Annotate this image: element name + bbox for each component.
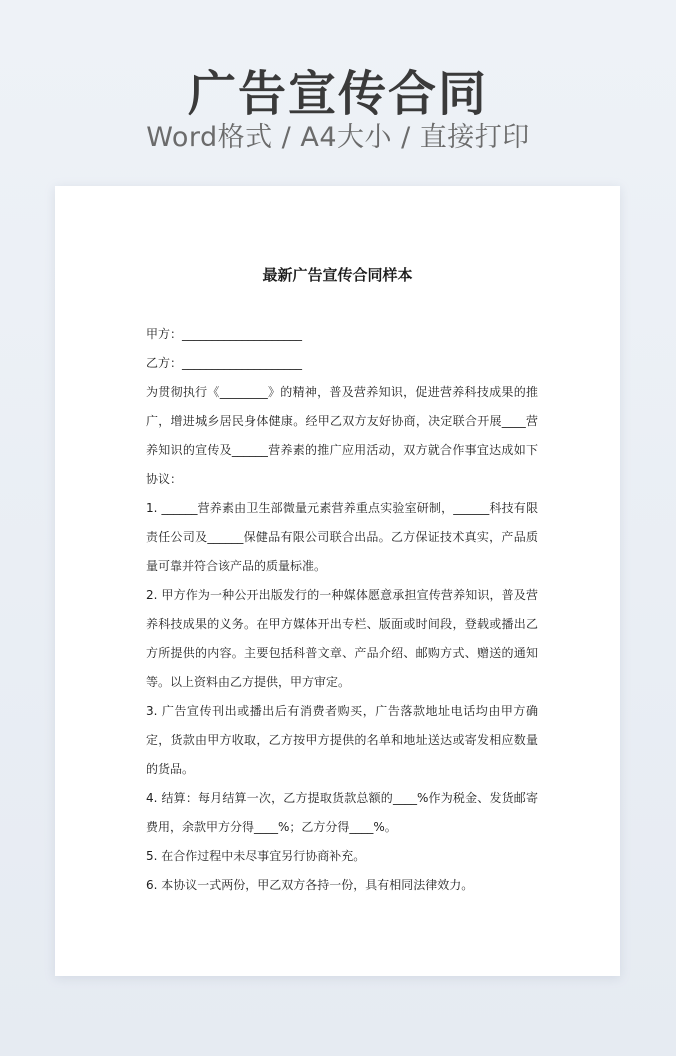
party-b-line: 乙方：____________________ xyxy=(146,356,303,370)
clause-2: 2. 甲方作为一种公开出版发行的一种媒体愿意承担宣传营养知识，普及营养科技成果的义务。在甲方媒体开出专栏、版面或时间段，登载或播出乙方所提供的内容。主要包括科普文章、产品介绍、邮购方式、赠送的通知等。以上资料由乙方提供，甲方审定。 xyxy=(146,588,538,689)
party-a-line: 甲方：____________________ xyxy=(146,327,303,341)
clause-6: 6. 本协议一式两份，甲乙双方各持一份，具有相同法律效力。 xyxy=(146,878,474,892)
document-title: 最新广告宣传合同样本 xyxy=(262,266,413,284)
clause-4: 4. 结算：每月结算一次，乙方提取货款总额的____%作为税金、发货邮寄费用，余款甲方分得____%；乙方分得____%。 xyxy=(146,791,538,834)
preamble-paragraph: 为贯彻执行《________》的精神，普及营养知识，促进营养科技成果的推广，增进城乡居民身体健康。经甲乙双方友好协商，决定联合开展____营养知识的宣传及______营养素的推广应用活动，双方就合作事宜达成如下协议： xyxy=(146,385,538,486)
document-page xyxy=(55,186,620,976)
page-title: 广告宣传合同 xyxy=(187,66,488,122)
clause-5: 5. 在合作过程中未尽事宜另行协商补充。 xyxy=(146,849,366,863)
page-subtitle: Word格式 / A4大小 / 直接打印 xyxy=(146,122,530,153)
clause-3: 3. 广告宣传刊出或播出后有消费者购买，广告落款地址电话均由甲方确定，货款由甲方收取，乙方按甲方提供的名单和地址送达或寄发相应数量的货品。 xyxy=(146,704,538,776)
clause-1: 1. ______营养素由卫生部微量元素营养重点实验室研制，______科技有限责任公司及______保健品有限公司联合出品。乙方保证技术真实，产品质量可靠并符合该产品的质量标准。 xyxy=(146,501,538,573)
document-body xyxy=(146,320,538,900)
